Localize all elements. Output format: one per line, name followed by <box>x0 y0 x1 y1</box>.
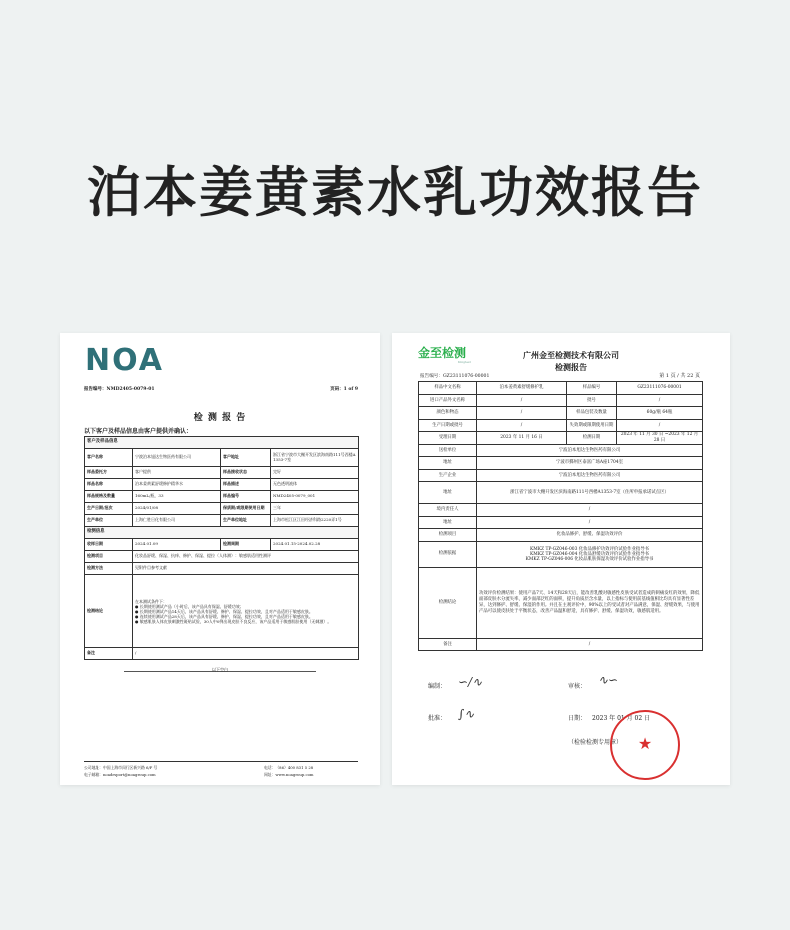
basis-line: KMKZ TP-GZ046-004 化妆品舒缓功效评价试验作业指导书 <box>529 551 650 557</box>
cell: 上海市松江区江田经济科路2220弄1号 <box>271 515 359 527</box>
conclusion-line: ● 长期使用测试产品（小时后，该产品具有保湿、舒缓功效； <box>135 603 244 609</box>
cell: / <box>477 504 703 517</box>
cell: 生产日期/批次 <box>85 503 133 515</box>
table-row <box>419 407 703 420</box>
table-row <box>419 516 703 529</box>
cell: 地址 <box>419 457 477 470</box>
cell: 检测结论 <box>419 567 477 638</box>
approver-label: 批准： <box>428 715 447 722</box>
cell: 泊本姜黄素舒缓修护精华水 <box>133 479 221 491</box>
table-row <box>85 515 359 527</box>
cell: 地址 <box>419 482 477 504</box>
cell: 三年 <box>271 503 359 515</box>
cell: 样品名称 <box>85 479 133 491</box>
table-row <box>85 479 359 491</box>
report-number: 报告编号：GZ23111076-00001 <box>420 374 490 379</box>
basis-cell <box>477 541 703 567</box>
conclusion-line: ● 连续使用测试产品28天后，该产品具有舒缓、修护、保湿、提拉功效，且对产品适用于敏感皮肤。 <box>135 613 313 619</box>
page-info: 页码：1 of 9 <box>330 387 358 392</box>
cell: 宁波泊本旭达生物医药有限公司 <box>133 449 221 467</box>
cell: NMD2405-0079_001 <box>271 491 359 503</box>
table-row <box>419 529 703 542</box>
conclusion-cell: 功效评价检测结果：使用产品7天、14天和28天后，能改善乳酸对敏感性皮肤受试者造成的刺痛发红的效果，降低面部皮肤水分流失率，减少面部泛红的面积，提升角质层含水量，以上指标与使用前基线值相比均具有显著性差异，达到修护、舒缓、保湿的作用。并且在主观评价中，90%以上的受试者对产品满意，保湿、舒缓效果，与使用产品可以使皮肤处于平衡状态，改善产品温和舒适，具有修护、舒缓、保湿功效，敏感肌适用。 <box>477 567 703 638</box>
table-row <box>85 503 359 515</box>
table-row <box>85 575 359 648</box>
page-title: 泊本姜黄素水乳功效报告 <box>87 161 703 224</box>
kingtest-test-report <box>392 333 730 785</box>
cell: 收样日期 <box>85 539 133 551</box>
cell: 宁波泊本旭达生物医药有限公司 <box>477 469 703 482</box>
cell: / <box>617 419 703 432</box>
end-mark: 以下空白 <box>212 667 228 672</box>
cell: 客户地址 <box>221 449 271 467</box>
report-number: 报告编号：NMD2405-0079-01 <box>84 387 155 392</box>
cell: 宁波市鄞州区泰富广场A座1704室 <box>477 457 703 470</box>
table-row <box>419 419 703 432</box>
table-row <box>85 551 359 563</box>
table-row <box>419 432 703 445</box>
reviewer-label: 审核： <box>568 683 587 690</box>
footer-web: 网址：www.noagroup.com <box>264 772 314 777</box>
cell: 样品编号 <box>567 382 617 395</box>
cell: 样品描述 <box>221 479 271 491</box>
section-row <box>85 527 359 539</box>
cell: 批号 <box>567 394 617 407</box>
noa-test-report <box>60 333 380 785</box>
cell: 样品包装及数量 <box>567 407 617 420</box>
cell: / <box>477 394 567 407</box>
cell: / <box>477 407 567 420</box>
cell: 2023 年 11 月 30 日 ~2023 年 12 月 28 日 <box>617 432 703 445</box>
cell: 颜色和物态 <box>419 407 477 420</box>
table-row <box>419 541 703 567</box>
section-client: 客户及样品信息 <box>85 437 359 449</box>
table-row <box>419 482 703 504</box>
table-row <box>419 638 703 651</box>
cell: 地址 <box>419 516 477 529</box>
table-row <box>85 539 359 551</box>
cell: 检测项目 <box>85 551 133 563</box>
footer-address: 公司地址：中国上海市闵行区新兴路 6/F 号 <box>84 765 158 770</box>
date-value: 2023 年 01 月 02 日 <box>592 715 651 722</box>
cell: 见附件目参考文献 <box>133 563 359 575</box>
table-row <box>419 382 703 395</box>
cell: 境内责任人 <box>419 504 477 517</box>
cell: 失效期或限期使用日期 <box>567 419 617 432</box>
cell: 2024.01.15-2024.02.28 <box>271 539 359 551</box>
editor-label: 编制： <box>428 683 447 690</box>
company-name: 广州金至检测技术有限公司 <box>523 351 619 360</box>
footer-divider <box>84 761 358 762</box>
table-row <box>85 491 359 503</box>
date-label: 日期： <box>568 715 587 722</box>
table-row <box>85 563 359 575</box>
report-subheading: 以下客户及样品信息由客户提供并确认： <box>84 428 193 435</box>
cell: GZ23111076-00001 <box>617 382 703 395</box>
footer-phone: 电话：（86）400 831 5 28 <box>264 765 314 770</box>
cell: 样品中文名称 <box>419 382 477 395</box>
cell: 备注 <box>85 648 133 660</box>
conclusion-cell <box>133 575 359 648</box>
basis-line: KMKZ TP-GZ046-003 化妆品修护功效评价试验作业指导书 <box>529 546 650 552</box>
cell: 60g/瓶 64瓶 <box>617 407 703 420</box>
cell: 化妆品舒缓、保湿、抗痒、修护、保湿、提拉（人体测）：敏感肌适用性测评 <box>133 551 359 563</box>
cell: / <box>477 638 703 651</box>
cell: 保质期/或限期使用日期 <box>221 503 271 515</box>
cell: 检测方法 <box>85 563 133 575</box>
conclusion-line: 在本测试条件下： <box>135 598 167 604</box>
cell: 检测依据 <box>419 541 477 567</box>
cell: 浙江省宁波市大榭开发区滨海南路111号西楼A1353-7室（住所申报承诺试点区） <box>477 482 703 504</box>
cell: / <box>477 516 703 529</box>
cell: / <box>617 394 703 407</box>
table-row <box>419 567 703 638</box>
cell: 样品规格及数量 <box>85 491 133 503</box>
cell: 生产日期或批号 <box>419 419 477 432</box>
cell: 生产单位 <box>85 515 133 527</box>
conclusion-line: ● 长期使用测试产品14天后，该产品具有舒缓、修护、保湿、提拉功效，且对产品适用于敏感皮肤。 <box>135 608 313 614</box>
cell: 样品接收状态 <box>221 467 271 479</box>
cell: 浙江省宁波市大榭开发区滨海南路111号西楼A1353-7室 <box>271 449 359 467</box>
table-row <box>419 457 703 470</box>
cell: 送检单位 <box>419 444 477 457</box>
table-row <box>419 444 703 457</box>
noa-logo: NOA <box>85 343 165 378</box>
cell: 进口产品外文名称 <box>419 394 477 407</box>
cell: 客户提供 <box>133 467 221 479</box>
cell: 宁波泊本旭达生物医药有限公司 <box>477 444 703 457</box>
cell: 化妆品修护、舒缓、保湿功效评价 <box>477 529 703 542</box>
cell: 2024/01/08 <box>133 503 221 515</box>
cell: 检测项目 <box>419 529 477 542</box>
cell: 完好 <box>271 467 359 479</box>
basis-line: KMKZ TP-GZ046-006 化妆品肌肤保湿功效评价试验作业指导书 <box>525 556 654 562</box>
section-row <box>85 437 359 449</box>
seal-star-icon: ★ <box>637 734 653 753</box>
table-row <box>85 449 359 467</box>
cell: 客户名称 <box>85 449 133 467</box>
official-seal <box>610 710 680 780</box>
cell: 上海仁胜日化有限公司 <box>133 515 221 527</box>
cell: 生产企业 <box>419 469 477 482</box>
table-row <box>419 469 703 482</box>
reviewer-signature: ∿∽ <box>598 673 619 687</box>
cell: 样品编号 <box>221 491 271 503</box>
stamp-note: （检验检测专用章） <box>568 739 623 746</box>
kingtest-logo: 金至检测 <box>418 346 467 360</box>
table-row <box>85 467 359 479</box>
cell: 泊本姜黄素舒缓修护乳 <box>477 382 567 395</box>
approver-signature: ∫∿ <box>458 707 475 721</box>
table-row <box>419 504 703 517</box>
cell: 检测日期 <box>567 432 617 445</box>
client-info-table <box>84 436 359 660</box>
table-row <box>85 648 359 660</box>
table-row <box>419 394 703 407</box>
cell: 160mL/瓶，33 <box>133 491 221 503</box>
cell: 备注 <box>419 638 477 651</box>
cell: 生产单位地址 <box>221 515 271 527</box>
footer-email: 电子邮箱：noadrsport@noagroup.com <box>84 772 156 777</box>
sample-info-table <box>418 381 703 651</box>
cell: 检测结论 <box>85 575 133 648</box>
report-heading: 检 测 报 告 <box>193 413 247 423</box>
kingtest-logo-sub: Kingtest <box>458 360 471 364</box>
cell: 无色透明液体 <box>271 479 359 491</box>
page-info: 第 1 页 / 共 22 页 <box>659 373 700 379</box>
conclusion-line: ● 敏感肌肤人体皮肤刺激性斑贴试验，30人中0例出现皮肤不良反应，该产品适用于敏感肌肤使用（无刺激）。 <box>135 618 332 624</box>
editor-signature: ∽/∿ <box>458 675 483 689</box>
report-heading: 检测报告 <box>555 363 587 372</box>
cell: 2023 年 11 月 16 日 <box>477 432 567 445</box>
cell: 检测周期 <box>221 539 271 551</box>
cell: 受理日期 <box>419 432 477 445</box>
section-test: 检测信息 <box>85 527 359 539</box>
cell: / <box>477 419 567 432</box>
cell: / <box>133 648 359 660</box>
cell: 样品委托方 <box>85 467 133 479</box>
cell: 2024.01.09 <box>133 539 221 551</box>
